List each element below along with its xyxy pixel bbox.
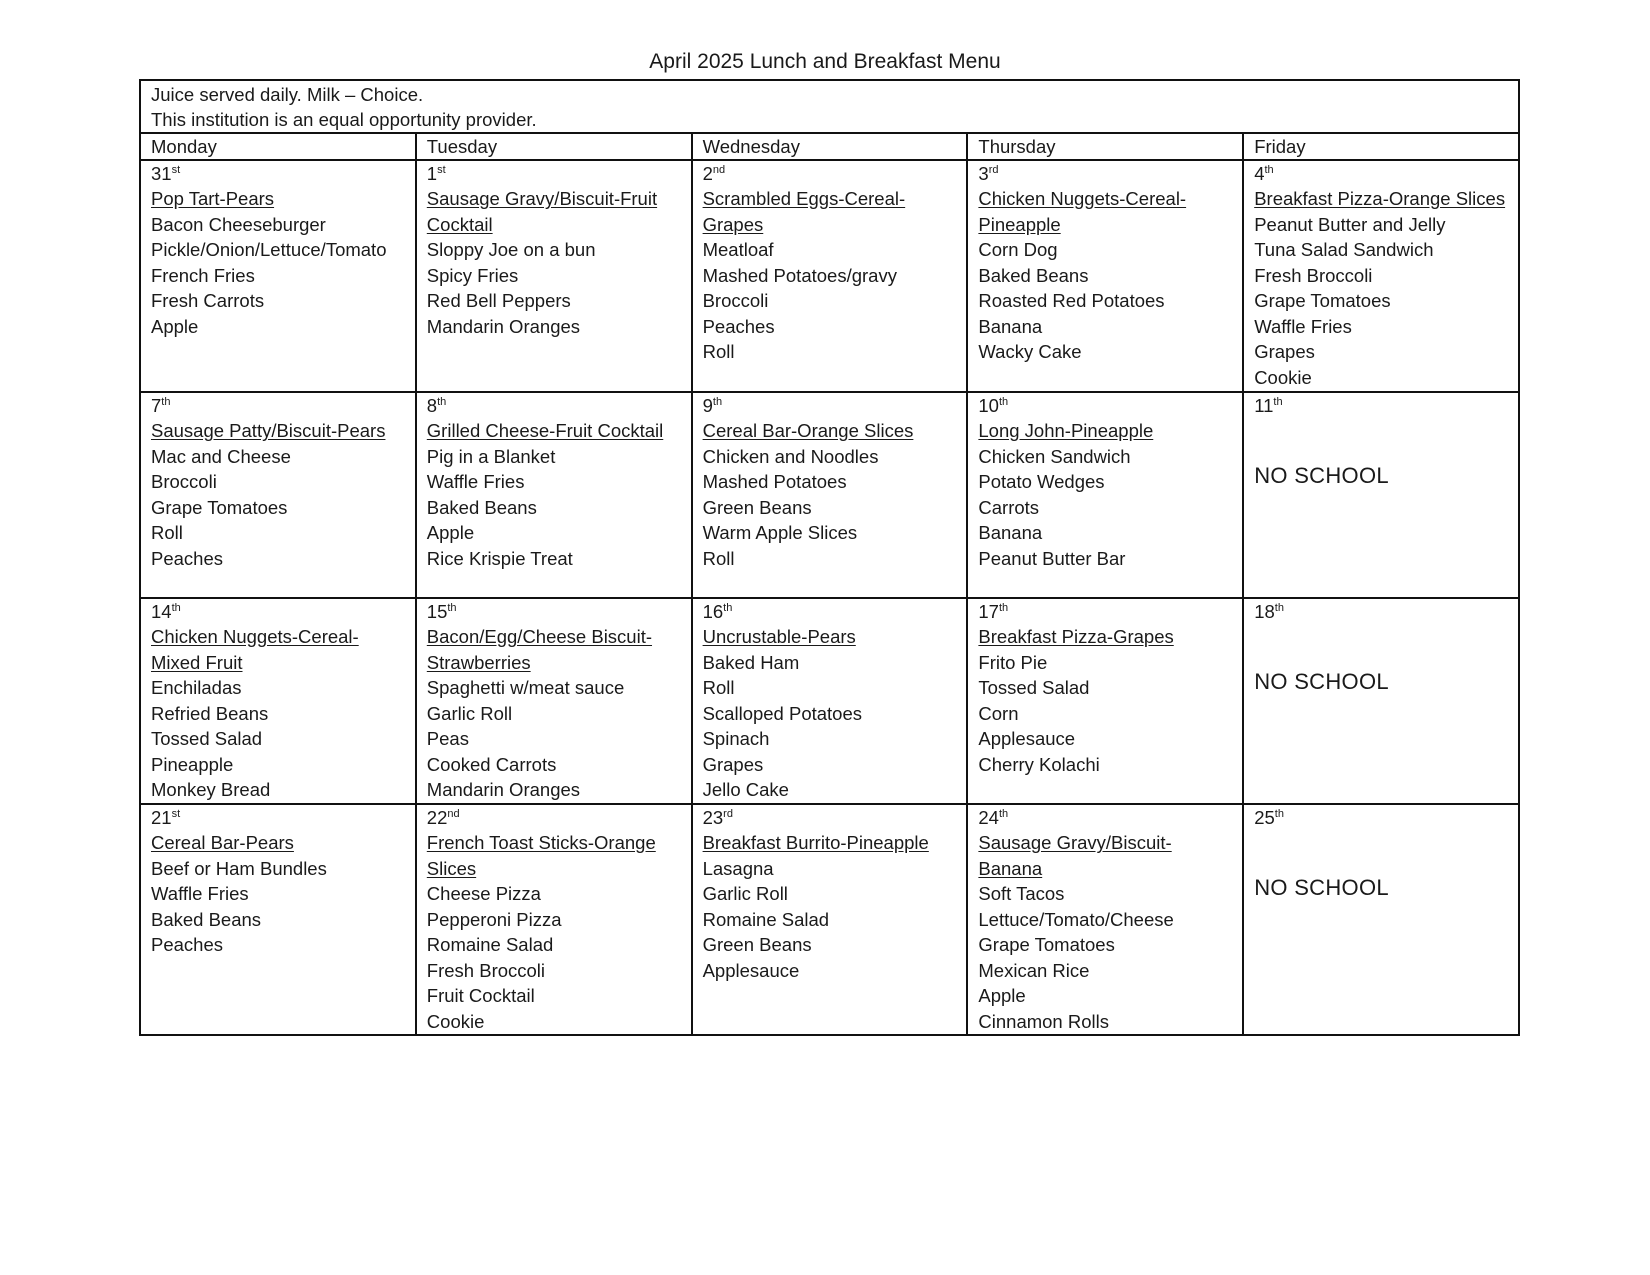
- date-label: [427, 599, 681, 624]
- date-suffix: rd: [723, 808, 733, 820]
- date-label: [978, 393, 1232, 418]
- no-school-label: NO SCHOOL: [1254, 875, 1389, 900]
- lunch-item: Bacon Cheeseburger: [151, 213, 326, 235]
- lunch-item: Baked Beans: [426, 496, 537, 518]
- lunch-item: Green Beans: [702, 496, 812, 518]
- day-cell: [416, 392, 692, 598]
- breakfast-item: Breakfast Pizza-Orange Slices: [1254, 188, 1506, 209]
- week-row: [140, 160, 1519, 392]
- breakfast-item: Scrambled Eggs-Cereal-Grapes: [702, 188, 906, 235]
- date-label: [151, 161, 405, 186]
- notes-row: [140, 80, 1519, 133]
- date-number: 4: [1254, 163, 1265, 184]
- date-number: 25: [1254, 807, 1275, 828]
- day-header-monday: Monday: [140, 133, 416, 160]
- lunch-item: Apple: [151, 315, 199, 337]
- lunch-item: Waffle Fries: [151, 883, 249, 904]
- lunch-item: Mashed Potatoes: [702, 471, 847, 492]
- lunch-item: Mac and Cheese: [151, 445, 291, 467]
- date-label: [1254, 393, 1508, 418]
- lunch-item: Sloppy Joe on a bun: [426, 239, 596, 260]
- breakfast-item: Sausage Patty/Biscuit-Pears: [151, 420, 386, 441]
- lunch-item: Grape Tomatoes: [1254, 290, 1391, 311]
- date-number: 23: [702, 807, 724, 828]
- lunch-item: Refried Beans: [151, 702, 269, 724]
- date-suffix: st: [437, 164, 446, 176]
- date-label: [1254, 161, 1508, 186]
- lunch-item: Cookie: [426, 1010, 485, 1032]
- lunch-item: Carrots: [978, 496, 1040, 518]
- day-cell: [967, 804, 1243, 1035]
- lunch-item: Mexican Rice: [978, 959, 1090, 981]
- date-number: 15: [426, 601, 448, 622]
- lunch-item: Broccoli: [151, 471, 217, 492]
- day-cell: [416, 804, 692, 1035]
- date-suffix: th: [1274, 808, 1284, 820]
- lunch-item: Roll: [151, 522, 183, 543]
- date-label: [151, 599, 405, 624]
- lunch-item: Frito Pie: [978, 651, 1048, 673]
- lunch-item: Fresh Broccoli: [1254, 264, 1373, 286]
- day-cell: [1243, 392, 1519, 598]
- day-cell: [140, 598, 416, 804]
- lunch-item: Peaches: [702, 315, 775, 337]
- day-cell: [692, 598, 968, 804]
- lunch-item: Waffle Fries: [426, 471, 525, 492]
- lunch-item: Mandarin Oranges: [426, 315, 581, 337]
- day-header-tuesday: Tuesday: [416, 133, 692, 160]
- breakfast-item: Uncrustable-Pears: [702, 626, 856, 647]
- date-suffix: th: [437, 396, 447, 408]
- date-suffix: th: [171, 602, 181, 614]
- lunch-item: Green Beans: [702, 934, 812, 955]
- lunch-item: Cinnamon Rolls: [978, 1010, 1109, 1032]
- date-number: 2: [702, 163, 713, 184]
- date-label: [978, 805, 1232, 830]
- lunch-item: Waffle Fries: [1254, 315, 1352, 337]
- date-number: 31: [151, 163, 172, 184]
- lunch-item: Warm Apple Slices: [702, 522, 858, 543]
- date-label: [703, 393, 957, 418]
- lunch-item: Garlic Roll: [702, 883, 788, 904]
- breakfast-item: Breakfast Burrito-Pineapple: [702, 832, 929, 853]
- day-cell: [1243, 598, 1519, 804]
- day-header-thursday: Thursday: [967, 133, 1243, 160]
- date-suffix: th: [161, 396, 171, 408]
- lunch-item: French Fries: [151, 264, 255, 286]
- lunch-item: Pickle/Onion/Lettuce/Tomato: [151, 239, 387, 260]
- date-number: 9: [702, 395, 713, 416]
- day-cell: [416, 598, 692, 804]
- lunch-item: Grape Tomatoes: [978, 934, 1115, 955]
- breakfast-item: Pop Tart-Pears: [151, 188, 275, 209]
- date-number: 10: [978, 395, 999, 416]
- week-row: [140, 804, 1519, 1035]
- day-cell: [692, 160, 968, 392]
- day-cell: [692, 392, 968, 598]
- date-suffix: th: [998, 602, 1009, 614]
- lunch-item: Tossed Salad: [151, 728, 263, 749]
- note-equal-opportunity: This institution is an equal opportunity provider.: [151, 109, 537, 130]
- week-row: [140, 392, 1519, 598]
- lunch-item: Scalloped Potatoes: [702, 702, 863, 724]
- day-cell: [140, 804, 416, 1035]
- lunch-item: Enchiladas: [151, 677, 242, 698]
- lunch-item: Roll: [702, 341, 735, 362]
- date-suffix: th: [1264, 164, 1274, 176]
- breakfast-item: Chicken Nuggets-Cereal-Pineapple: [978, 188, 1187, 235]
- date-number: 21: [151, 807, 172, 828]
- lunch-item: Beef or Ham Bundles: [151, 857, 327, 879]
- lunch-item: Jello Cake: [702, 779, 789, 800]
- lunch-item: Pepperoni Pizza: [426, 908, 562, 930]
- lunch-item: Lettuce/Tomato/Cheese: [978, 908, 1174, 930]
- breakfast-item: Sausage Gravy/Biscuit-Fruit Cocktail: [426, 188, 658, 235]
- lunch-item: Romaine Salad: [426, 934, 554, 955]
- day-cell: [967, 598, 1243, 804]
- lunch-item: Corn: [978, 702, 1019, 724]
- date-label: [703, 599, 957, 624]
- lunch-item: Roll: [702, 547, 735, 569]
- day-cell: [140, 392, 416, 598]
- lunch-item: Cherry Kolachi: [978, 753, 1100, 775]
- week-row: [140, 598, 1519, 804]
- lunch-item: Baked Beans: [151, 908, 262, 930]
- lunch-item: Peanut Butter Bar: [978, 547, 1126, 569]
- lunch-item: Banana: [978, 522, 1043, 543]
- breakfast-item: Chicken Nuggets-Cereal-Mixed Fruit: [151, 626, 359, 673]
- lunch-item: Apple: [426, 522, 475, 543]
- lunch-item: Wacky Cake: [978, 341, 1082, 362]
- date-label: [703, 805, 957, 830]
- date-label: [1254, 805, 1508, 830]
- no-school-label: NO SCHOOL: [1254, 463, 1389, 488]
- breakfast-item: Cereal Bar-Pears: [151, 832, 294, 853]
- lunch-item: Chicken and Noodles: [702, 445, 879, 467]
- breakfast-item: Grilled Cheese-Fruit Cocktail: [426, 420, 664, 441]
- lunch-item: Grapes: [702, 753, 764, 775]
- date-number: 24: [978, 807, 999, 828]
- date-label: [427, 805, 681, 830]
- date-label: [427, 393, 681, 418]
- lunch-item: Roll: [702, 677, 735, 698]
- date-number: 1: [426, 163, 438, 184]
- lunch-item: Fruit Cocktail: [426, 985, 535, 1006]
- lunch-item: Peas: [426, 728, 469, 749]
- lunch-item: Red Bell Peppers: [426, 290, 571, 311]
- date-suffix: th: [998, 396, 1009, 408]
- lunch-item: Pig in a Blanket: [426, 445, 556, 467]
- lunch-item: Monkey Bread: [151, 779, 271, 800]
- day-cell: [967, 160, 1243, 392]
- lunch-item: Peaches: [151, 934, 223, 955]
- lunch-item: Peanut Butter and Jelly: [1254, 213, 1446, 235]
- date-suffix: st: [171, 808, 181, 820]
- lunch-item: Tuna Salad Sandwich: [1254, 239, 1434, 260]
- day-cell: [1243, 160, 1519, 392]
- date-number: 18: [1254, 601, 1275, 622]
- menu-table: [139, 79, 1520, 1036]
- date-number: 7: [151, 395, 162, 416]
- day-header-wednesday: Wednesday: [692, 133, 968, 160]
- date-label: [151, 805, 405, 830]
- date-suffix: th: [712, 396, 723, 408]
- breakfast-item: French Toast Sticks-Orange Slices: [426, 832, 656, 879]
- lunch-item: Fresh Broccoli: [426, 959, 546, 981]
- lunch-item: Potato Wedges: [978, 471, 1105, 492]
- date-suffix: st: [171, 164, 181, 176]
- lunch-item: Baked Beans: [978, 264, 1089, 286]
- lunch-item: Garlic Roll: [426, 702, 513, 724]
- breakfast-item: Sausage Gravy/Biscuit-Banana: [978, 832, 1172, 879]
- date-suffix: th: [1274, 602, 1284, 614]
- date-number: 14: [151, 601, 172, 622]
- date-label: [703, 161, 957, 186]
- lunch-item: Meatloaf: [702, 239, 774, 260]
- lunch-item: Grape Tomatoes: [151, 496, 288, 518]
- lunch-item: Banana: [978, 315, 1043, 337]
- date-label: [151, 393, 405, 418]
- page-title: April 2025 Lunch and Breakfast Menu: [649, 50, 1001, 73]
- date-suffix: nd: [447, 808, 460, 820]
- day-cell: [140, 160, 416, 392]
- date-number: 3: [978, 163, 989, 184]
- lunch-item: Applesauce: [702, 959, 800, 981]
- date-number: 17: [978, 601, 999, 622]
- day-header-row: [140, 133, 1519, 160]
- date-suffix: rd: [988, 164, 999, 176]
- lunch-item: Grapes: [1254, 341, 1315, 362]
- lunch-item: Baked Ham: [702, 651, 800, 673]
- lunch-item: Cooked Carrots: [426, 753, 557, 775]
- lunch-item: Spaghetti w/meat sauce: [426, 677, 625, 698]
- day-cell: [692, 804, 968, 1035]
- lunch-item: Mandarin Oranges: [426, 779, 581, 800]
- lunch-item: Peaches: [151, 547, 223, 569]
- date-number: 16: [702, 601, 724, 622]
- day-header-friday: Friday: [1243, 133, 1519, 160]
- lunch-item: Spinach: [702, 728, 770, 749]
- lunch-item: Cheese Pizza: [426, 883, 541, 904]
- date-label: [427, 161, 681, 186]
- lunch-item: Applesauce: [978, 728, 1076, 749]
- breakfast-item: Bacon/Egg/Cheese Biscuit-Strawberries: [426, 626, 653, 673]
- lunch-item: Corn Dog: [978, 239, 1058, 260]
- breakfast-item: Long John-Pineapple: [978, 420, 1154, 441]
- date-number: 11: [1254, 395, 1274, 416]
- date-number: 22: [426, 807, 448, 828]
- lunch-item: Broccoli: [702, 290, 769, 311]
- date-suffix: th: [998, 808, 1009, 820]
- lunch-item: Soft Tacos: [978, 883, 1065, 904]
- lunch-item: Mashed Potatoes/gravy: [702, 264, 897, 286]
- lunch-item: Romaine Salad: [702, 908, 830, 930]
- lunch-item: Rice Krispie Treat: [426, 547, 573, 569]
- lunch-item: Spicy Fries: [426, 264, 519, 286]
- notes-cell: [140, 80, 1519, 133]
- no-school-label: NO SCHOOL: [1254, 669, 1389, 694]
- breakfast-item: Breakfast Pizza-Grapes: [978, 626, 1174, 647]
- lunch-item: Tossed Salad: [978, 677, 1090, 698]
- day-cell: [967, 392, 1243, 598]
- note-juice-milk: Juice served daily. Milk – Choice.: [151, 84, 424, 105]
- day-cell: [1243, 804, 1519, 1035]
- date-suffix: th: [1273, 396, 1283, 408]
- lunch-item: Roasted Red Potatoes: [978, 290, 1165, 311]
- date-suffix: nd: [712, 164, 726, 176]
- date-label: [978, 599, 1232, 624]
- lunch-item: Pineapple: [151, 753, 234, 775]
- lunch-item: Apple: [978, 985, 1026, 1006]
- date-label: [978, 161, 1232, 186]
- date-number: 8: [426, 395, 438, 416]
- lunch-item: Cookie: [1254, 366, 1312, 388]
- date-suffix: th: [447, 602, 457, 614]
- date-suffix: th: [723, 602, 733, 614]
- day-cell: [416, 160, 692, 392]
- lunch-item: Fresh Carrots: [151, 290, 265, 311]
- lunch-item: Chicken Sandwich: [978, 445, 1131, 467]
- breakfast-item: Cereal Bar-Orange Slices: [702, 420, 914, 441]
- lunch-item: Lasagna: [702, 857, 774, 879]
- date-label: [1254, 599, 1508, 624]
